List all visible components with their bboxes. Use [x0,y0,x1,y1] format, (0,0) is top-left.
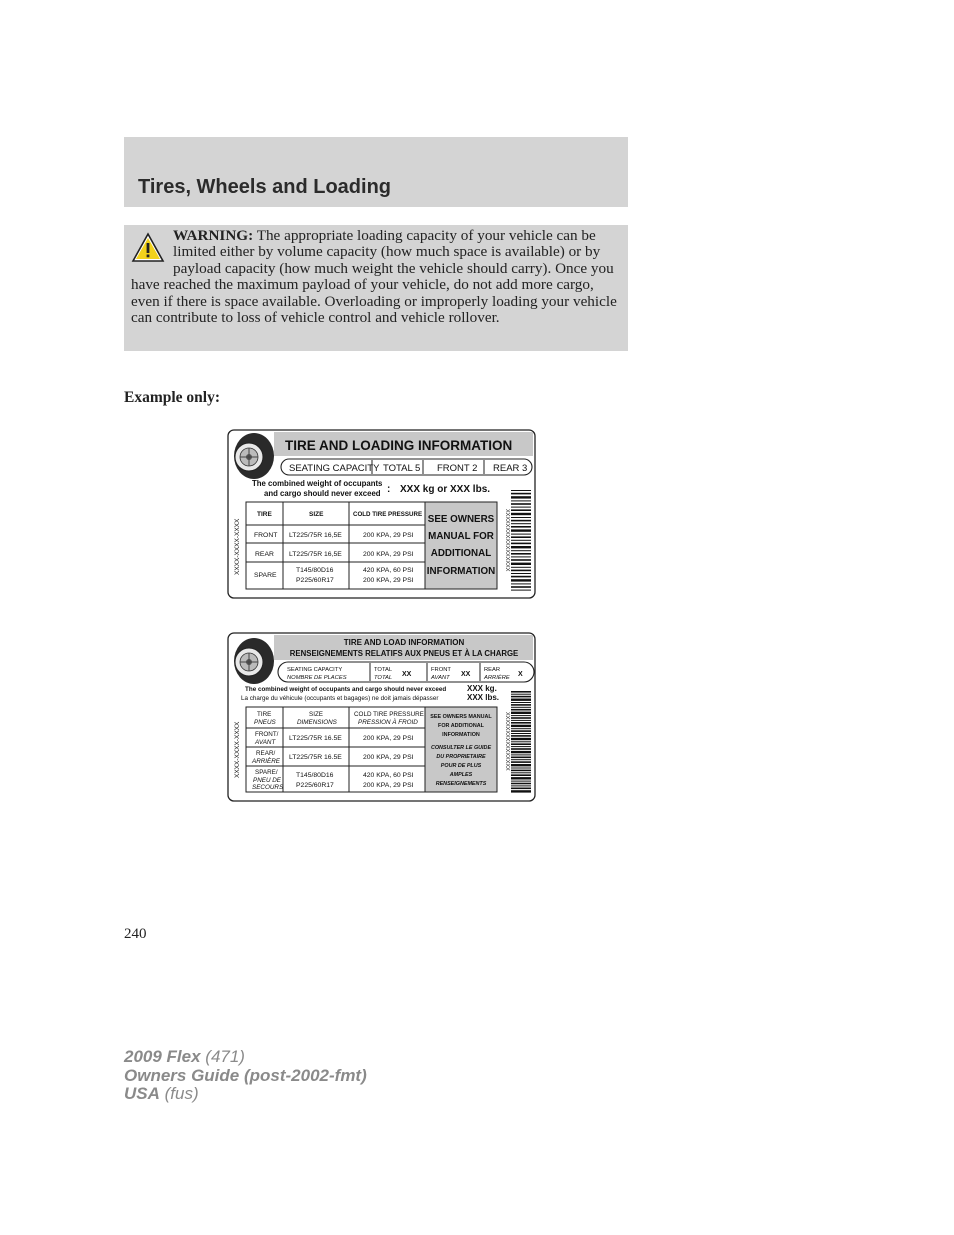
label1-row-spare-pressure-2: 200 KPA, 29 PSI [363,577,414,584]
label1-seating-total: TOTAL 5 [383,463,421,474]
footer-market: USA [124,1084,160,1103]
label2-header-tire-fr: PNEUS [254,719,276,726]
label2-seating-label-fr: NOMBRE DE PLACES [287,675,347,681]
barcode-bar [511,712,531,714]
label2-manual-line-6: POUR DE PLUS [440,763,482,769]
label1-weight-text-1: The combined weight of occupants [252,479,383,488]
barcode-bar [511,751,531,753]
label1-row-spare-pressure-1: 420 KPA, 60 PSI [363,567,414,574]
label2-header-size-fr: DIMENSIONS [297,719,337,726]
barcode-bar [511,540,531,541]
label1-header-pressure: COLD TIRE PRESSURE [353,511,423,518]
label2-seating-total-value: XX [402,671,412,678]
label2-seating-label: SEATING CAPACITY [287,667,343,673]
tire-icon [234,638,274,684]
label1-side-code: XXXX-XXXX-XXXX [234,518,241,575]
label1-seating-front: FRONT 2 [437,463,478,474]
barcode-bar [511,774,531,776]
barcode-bar [511,717,531,719]
warning-text: The appropriate loading capacity of your vehicle can be limited either by volume capacity (how much space is available) or by payload capacity (how much weight the vehicle should carry). Once you have reached the maximum payload of your vehicle, do not add more cargo, even if there is space available. Overloading or improperly loading your vehicle can contribute to loss of vehicle control and vehicle rollover. [131,227,617,327]
label1-row-rear-size: LT225/75R 16,5E [289,551,342,558]
barcode-bar [511,567,531,568]
warning-label: WARNING: [173,227,254,244]
barcode-bar [511,746,531,747]
label2-manual-line-3: INFORMATION [442,732,480,738]
tire-loading-label-english [227,429,537,600]
label2-header-size: SIZE [309,711,323,718]
label1-title: TIRE AND LOADING INFORMATION [285,438,513,453]
label2-row-front-tire: FRONT/ [255,731,279,738]
label2-manual-line-7: AMPLES [449,772,473,778]
barcode-bar [511,757,531,759]
barcode-bar [511,790,531,792]
barcode-bar [511,546,531,548]
label2-seating-front: FRONT [431,667,451,673]
label2-title-1: TIRE AND LOAD INFORMATION [343,638,465,647]
barcode-bar [511,493,531,495]
label2-side-code: XXXX-XXXX-XXXX [234,721,241,778]
barcode-bar [511,570,531,572]
label2-manual-line-4: CONSULTER LE GUIDE [430,745,492,751]
barcode-bar [511,490,531,491]
barcode-bar [511,543,531,545]
label2-row-rear-size: LT225/75R 16.5E [289,754,342,761]
label2-row-rear-tire-fr: ARRIÈRE [252,758,280,765]
barcode-bar [511,576,531,578]
label2-weight-text-1: The combined weight of occupants and cargo should never exceed [245,686,447,693]
label2-row-front-tire-fr: AVANT [255,739,276,746]
label2-weight-value-1: XXX kg. [467,684,497,693]
barcode-bar [511,743,531,745]
label1-manual-line-4: INFORMATION [426,566,496,577]
barcode-bar [511,704,531,706]
barcode-bar [511,496,531,498]
barcode-bar [511,761,531,763]
label2-row-spare-tire: SPARE/ [255,769,278,776]
label2-seating-front-fr: AVANT [431,675,450,681]
label2-header-pressure-fr: PRESSION À FROID [358,719,418,726]
barcode-bar [511,741,531,742]
label2-header-tire: TIRE [257,711,272,718]
barcode-bar [511,586,531,588]
barcode-bar [511,707,531,708]
barcode-bar [511,503,531,505]
label2-weight-text-2: La charge du véhicule (occupants et bagages) ne doit jamais dépasser [241,695,439,702]
label2-seating-total-fr: TOTAL [374,675,393,681]
label2-barcode-text: XXXXXXXXXXXXXXXX [504,712,510,771]
label2-seating-rear-value: X [518,671,523,678]
barcode-bar [511,553,531,555]
label1-weight-text-2: and cargo should never exceed [264,489,381,498]
barcode-bar [511,696,531,698]
barcode-bar [511,781,531,782]
example-label: Example only: [124,389,221,406]
barcode-bar [511,770,531,772]
label1-row-rear-tire: REAR [255,551,274,558]
barcode-bar [511,556,531,557]
label2-seating-total: TOTAL [374,667,393,673]
label1-barcode-text: XXXXXXXXXXXXXXXXX [504,509,510,572]
barcode-bar [511,715,531,716]
barcode-bar [511,783,531,785]
barcode-bar [511,520,531,522]
label1-row-front-tire: FRONT [254,532,278,539]
barcode-bar [511,559,531,561]
barcode-bar [511,573,531,574]
label2-row-spare-pressure-2: 200 KPA, 29 PSI [363,782,414,789]
label2-seating-rear-fr: ARRIÈRE [484,675,510,681]
footer-line-2: Owners Guide (post-2002-fmt) [124,1065,367,1085]
barcode-bar [511,550,531,551]
footer-line-1 [124,1048,367,1067]
barcode-bar [511,772,531,773]
label1-row-spare-size-2: P225/60R17 [296,577,334,584]
label1-row-spare-tire: SPARE [254,572,277,579]
barcode-bar [511,529,531,531]
label1-seating-rear: REAR 3 [493,463,528,474]
label2-seating-rear: REAR [484,667,501,673]
barcode-bar [511,699,531,701]
label2-manual-line-1: SEE OWNERS MANUAL [430,714,492,720]
label1-manual-line-3: ADDITIONAL [430,548,492,559]
barcode-bar [511,583,531,584]
label2-seating-front-value: XX [461,671,471,678]
footer-model-code: (471) [200,1047,245,1066]
warning-triangle-icon [131,232,165,264]
section-title: Tires, Wheels and Loading [138,176,392,198]
footer [124,1048,367,1104]
barcode-bar [511,590,531,591]
label2-row-spare-tire-fr-2: SECOURS [252,784,284,791]
barcode-bar [511,579,531,581]
label2-title-2: RENSEIGNEMENTS RELATIFS AUX PNEUS ET À LA CHARGE [289,649,519,658]
label1-weight-value: XXX kg or XXX lbs. [400,484,491,495]
barcode-bar [511,738,531,740]
barcode-bar [511,728,531,729]
label2-manual-line-5: DU PROPRIETAIRE [436,754,486,760]
barcode-bar [511,500,531,501]
label1-header-size: SIZE [309,511,324,518]
footer-line-3 [124,1085,367,1104]
label2-row-spare-tire-fr: PNEU DE [253,777,281,784]
barcode-bar [511,788,531,790]
warning-box [124,225,628,351]
label2-row-rear-tire: REAR/ [256,750,276,757]
tire-loading-label-bilingual [227,632,537,803]
label2-row-spare-pressure-1: 420 KPA, 60 PSI [363,772,414,779]
barcode-bar [511,507,531,508]
barcode-bar [511,702,531,703]
barcode-bar [511,709,531,711]
label2-manual-line-8: RENSEIGNEMENTS [435,781,487,787]
barcode-bar [511,694,531,695]
barcode-bar [511,536,531,538]
label1-manual-line-1: SEE OWNERS [427,514,495,525]
barcode-bar [511,722,531,724]
label1-weight-colon: : [387,484,391,495]
label2-row-spare-size-2: P225/60R17 [296,782,334,789]
barcode-bar [511,733,531,734]
label2-weight-value-2: XXX lbs. [467,693,500,702]
label1-row-front-pressure: 200 KPA, 29 PSI [363,532,414,539]
barcode-bar [511,526,531,528]
footer-market-code: (fus) [159,1084,199,1103]
barcode-bar [511,509,531,511]
label1-row-spare-size-1: T145/80D16 [296,567,334,574]
barcode-bar [511,785,531,786]
barcode-bar [511,754,531,755]
label2-row-rear-pressure: 200 KPA, 29 PSI [363,754,414,761]
label2-manual-line-2: FOR ADDITIONAL [438,723,484,729]
barcode-bar [511,725,531,727]
barcode-bar [511,777,531,779]
barcode-bar [511,735,531,737]
label2-row-front-size: LT225/75R 16.5E [289,735,342,742]
tire-icon [234,433,274,479]
label1-header-tire: TIRE [257,511,272,518]
barcode-bar [511,720,531,721]
footer-model: 2009 Flex [124,1047,201,1066]
label2-header-pressure: COLD TIRE PRESSURE [354,711,424,718]
barcode-bar [511,764,531,766]
barcode-bar [511,748,531,750]
barcode-bar [511,517,531,518]
barcode-bar [511,730,531,732]
barcode-bar [511,513,531,515]
label1-row-rear-pressure: 200 KPA, 29 PSI [363,551,414,558]
barcode-bar [511,534,531,535]
page-number: 240 [124,926,147,942]
label2-row-spare-size-1: T145/80D16 [296,772,334,779]
label1-seating-label: SEATING CAPACITY [289,463,380,474]
label1-manual-line-2: MANUAL FOR [428,531,494,542]
barcode-bar [511,563,531,565]
label1-row-front-size: LT225/75R 16,5E [289,532,342,539]
barcode-bar [511,691,531,693]
label2-row-front-pressure: 200 KPA, 29 PSI [363,735,414,742]
barcode-bar [511,768,531,769]
barcode-bar [511,523,531,524]
barcode-bar [511,759,531,760]
